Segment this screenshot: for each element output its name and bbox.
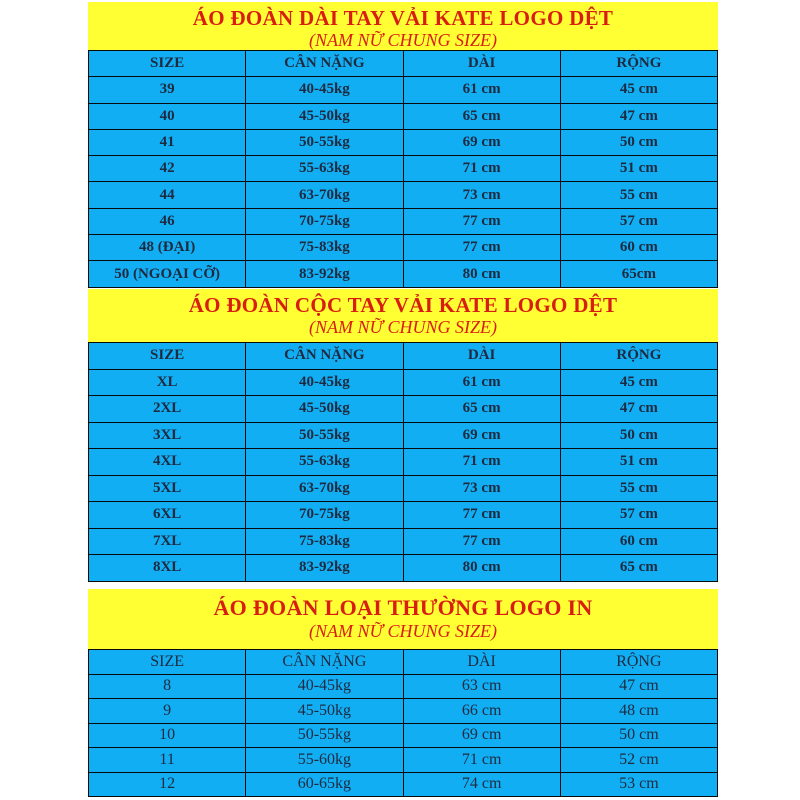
table-row xyxy=(89,748,718,773)
cell-weight: 45-50kg xyxy=(246,396,403,423)
cell-size: 50 (NGOẠI CỠ) xyxy=(89,261,246,287)
column-header-size: SIZE xyxy=(89,343,246,370)
cell-width: 48 cm xyxy=(560,699,717,724)
cell-weight: 50-55kg xyxy=(246,129,403,155)
table-row xyxy=(89,77,718,103)
table-row xyxy=(89,699,718,724)
cell-width: 65 cm xyxy=(560,555,717,582)
cell-size: 10 xyxy=(89,723,246,748)
column-header-weight: CÂN NẶNG xyxy=(246,650,403,675)
cell-size: 42 xyxy=(89,156,246,182)
section-subtitle: (NAM NỮ CHUNG SIZE) xyxy=(308,621,498,641)
cell-width: 65cm xyxy=(560,261,717,287)
table-row xyxy=(89,182,718,208)
cell-width: 47 cm xyxy=(560,396,717,423)
column-header-length: DÀI xyxy=(403,51,560,77)
cell-width: 47 cm xyxy=(560,103,717,129)
table-row xyxy=(89,422,718,449)
cell-weight: 40-45kg xyxy=(246,77,403,103)
table-row xyxy=(89,449,718,476)
cell-weight: 63-70kg xyxy=(246,475,403,502)
cell-length: 80 cm xyxy=(403,555,560,582)
column-header-weight: CÂN NẶNG xyxy=(246,343,403,370)
cell-size: 46 xyxy=(89,208,246,234)
cell-weight: 60-65kg xyxy=(246,772,403,797)
cell-width: 50 cm xyxy=(560,723,717,748)
section-banner xyxy=(88,589,718,649)
cell-width: 50 cm xyxy=(560,422,717,449)
cell-length: 65 cm xyxy=(403,396,560,423)
cell-size: 8XL xyxy=(89,555,246,582)
cell-weight: 50-55kg xyxy=(246,422,403,449)
cell-width: 60 cm xyxy=(560,235,717,261)
table-row xyxy=(89,772,718,797)
table-row xyxy=(89,528,718,555)
table-row xyxy=(89,103,718,129)
cell-size: 12 xyxy=(89,772,246,797)
table-row xyxy=(89,129,718,155)
cell-width: 52 cm xyxy=(560,748,717,773)
cell-length: 77 cm xyxy=(403,502,560,529)
cell-size: 41 xyxy=(89,129,246,155)
cell-length: 61 cm xyxy=(403,369,560,396)
column-header-size: SIZE xyxy=(89,51,246,77)
cell-length: 63 cm xyxy=(403,674,560,699)
cell-weight: 40-45kg xyxy=(246,674,403,699)
cell-length: 77 cm xyxy=(403,208,560,234)
cell-width: 53 cm xyxy=(560,772,717,797)
cell-length: 65 cm xyxy=(403,103,560,129)
cell-width: 45 cm xyxy=(560,369,717,396)
cell-size: 39 xyxy=(89,77,246,103)
header-row xyxy=(89,650,718,675)
cell-weight: 55-60kg xyxy=(246,748,403,773)
table-row xyxy=(89,396,718,423)
table-row xyxy=(89,235,718,261)
cell-length: 69 cm xyxy=(403,422,560,449)
cell-length: 77 cm xyxy=(403,528,560,555)
section-banner xyxy=(88,289,718,342)
column-header-width: RỘNG xyxy=(560,343,717,370)
cell-size: 6XL xyxy=(89,502,246,529)
cell-size: 44 xyxy=(89,182,246,208)
table-row xyxy=(89,208,718,234)
cell-weight: 63-70kg xyxy=(246,182,403,208)
cell-weight: 55-63kg xyxy=(246,156,403,182)
table-row xyxy=(89,723,718,748)
cell-size: 11 xyxy=(89,748,246,773)
section-title: ÁO ĐOÀN DÀI TAY VẢI KATE LOGO DỆT xyxy=(192,6,614,30)
cell-weight: 70-75kg xyxy=(246,208,403,234)
cell-size: 2XL xyxy=(89,396,246,423)
cell-weight: 40-45kg xyxy=(246,369,403,396)
cell-length: 80 cm xyxy=(403,261,560,287)
cell-size: 5XL xyxy=(89,475,246,502)
cell-width: 51 cm xyxy=(560,449,717,476)
cell-size: 8 xyxy=(89,674,246,699)
column-header-length: DÀI xyxy=(403,343,560,370)
cell-weight: 83-92kg xyxy=(246,555,403,582)
cell-length: 77 cm xyxy=(403,235,560,261)
cell-weight: 83-92kg xyxy=(246,261,403,287)
column-header-width: RỘNG xyxy=(560,650,717,675)
cell-length: 73 cm xyxy=(403,475,560,502)
table-row xyxy=(89,475,718,502)
cell-width: 57 cm xyxy=(560,208,717,234)
cell-size: 48 (ĐẠI) xyxy=(89,235,246,261)
size-table xyxy=(88,50,718,288)
cell-width: 60 cm xyxy=(560,528,717,555)
cell-weight: 70-75kg xyxy=(246,502,403,529)
cell-width: 55 cm xyxy=(560,475,717,502)
size-chart-short-sleeve xyxy=(88,289,718,582)
cell-size: 4XL xyxy=(89,449,246,476)
table-row xyxy=(89,674,718,699)
size-table xyxy=(88,342,718,582)
cell-size: 40 xyxy=(89,103,246,129)
size-chart-regular xyxy=(88,589,718,797)
cell-width: 57 cm xyxy=(560,502,717,529)
cell-length: 66 cm xyxy=(403,699,560,724)
cell-length: 71 cm xyxy=(403,449,560,476)
header-row xyxy=(89,51,718,77)
cell-size: 3XL xyxy=(89,422,246,449)
cell-length: 71 cm xyxy=(403,748,560,773)
cell-length: 73 cm xyxy=(403,182,560,208)
column-header-width: RỘNG xyxy=(560,51,717,77)
cell-weight: 55-63kg xyxy=(246,449,403,476)
table-row xyxy=(89,502,718,529)
size-table xyxy=(88,649,718,797)
cell-size: 9 xyxy=(89,699,246,724)
cell-width: 47 cm xyxy=(560,674,717,699)
table-row xyxy=(89,555,718,582)
size-chart-long-sleeve xyxy=(88,2,718,288)
column-header-weight: CÂN NẶNG xyxy=(246,51,403,77)
cell-weight: 75-83kg xyxy=(246,528,403,555)
cell-weight: 45-50kg xyxy=(246,103,403,129)
table-row xyxy=(89,369,718,396)
column-header-length: DÀI xyxy=(403,650,560,675)
section-title: ÁO ĐOÀN CỘC TAY VẢI KATE LOGO DỆT xyxy=(188,293,618,317)
cell-weight: 75-83kg xyxy=(246,235,403,261)
section-title: ÁO ĐOÀN LOẠI THƯỜNG LOGO IN xyxy=(213,595,593,620)
cell-weight: 45-50kg xyxy=(246,699,403,724)
section-subtitle: (NAM NỮ CHUNG SIZE) xyxy=(308,30,498,50)
section-subtitle: (NAM NỮ CHUNG SIZE) xyxy=(308,317,498,337)
cell-width: 51 cm xyxy=(560,156,717,182)
header-row xyxy=(89,343,718,370)
cell-length: 74 cm xyxy=(403,772,560,797)
section-banner xyxy=(88,2,718,50)
cell-size: 7XL xyxy=(89,528,246,555)
cell-width: 45 cm xyxy=(560,77,717,103)
table-row xyxy=(89,156,718,182)
column-header-size: SIZE xyxy=(89,650,246,675)
cell-length: 61 cm xyxy=(403,77,560,103)
cell-width: 50 cm xyxy=(560,129,717,155)
cell-weight: 50-55kg xyxy=(246,723,403,748)
table-row xyxy=(89,261,718,287)
cell-width: 55 cm xyxy=(560,182,717,208)
cell-length: 69 cm xyxy=(403,129,560,155)
cell-size: XL xyxy=(89,369,246,396)
cell-length: 71 cm xyxy=(403,156,560,182)
cell-length: 69 cm xyxy=(403,723,560,748)
